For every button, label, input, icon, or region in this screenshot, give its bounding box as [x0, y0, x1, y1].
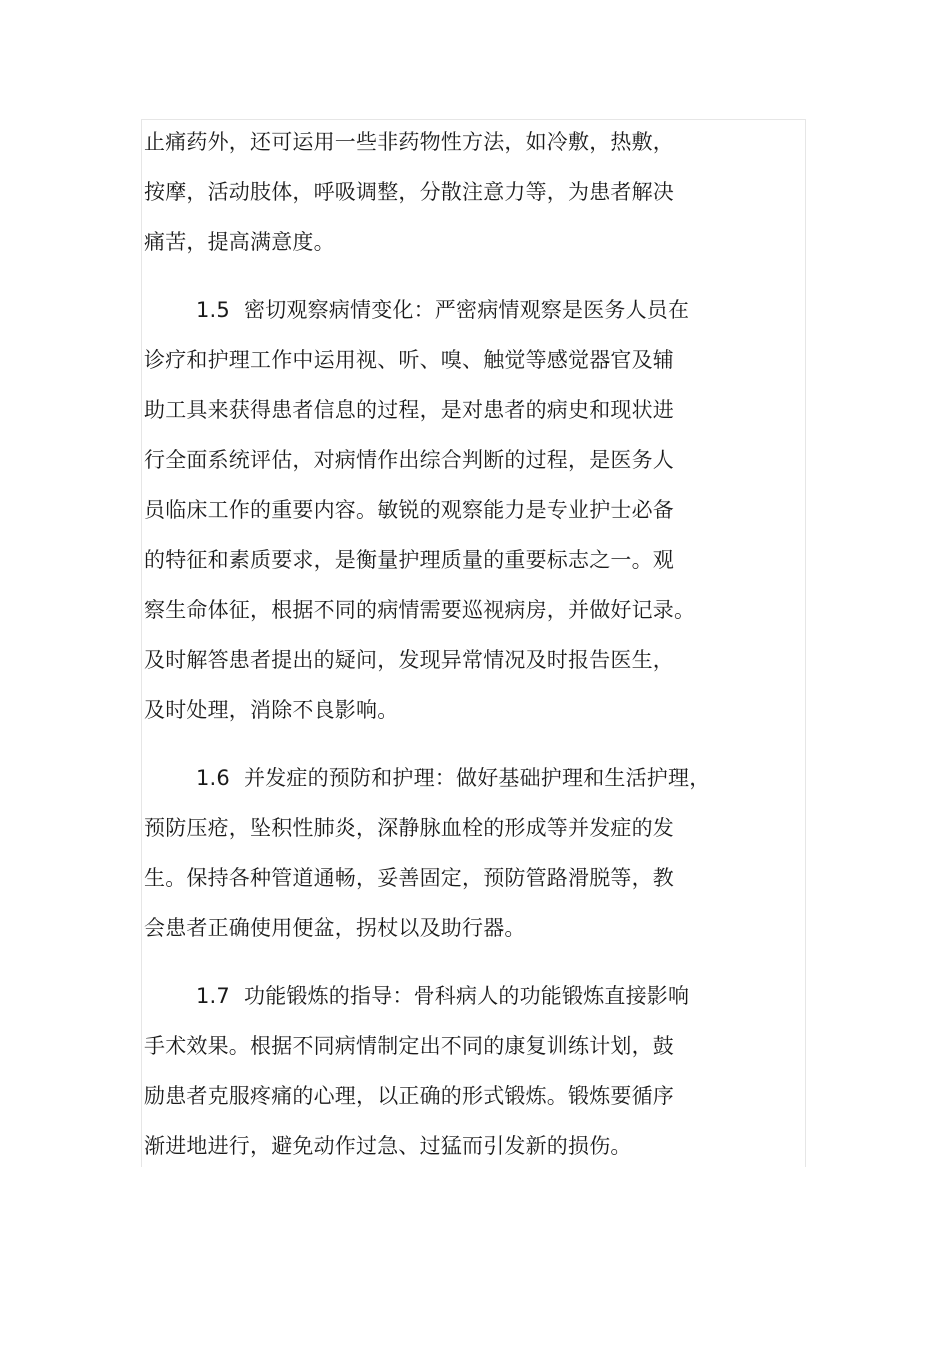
section-number: 1.7 — [196, 984, 230, 1008]
text-line: 生。保持各种管道通畅，妥善固定，预防管路滑脱等，教 — [144, 866, 674, 890]
text-line: 及时解答患者提出的疑问，发现异常情况及时报告医生， — [144, 648, 674, 672]
text-line: 会患者正确使用便盆，拐杖以及助行器。 — [144, 916, 526, 940]
text-line: 手术效果。根据不同病情制定出不同的康复训练计划，鼓 — [144, 1034, 674, 1058]
text-line: 预防压疮，坠积性肺炎，深静脉血栓的形成等并发症的发 — [144, 816, 674, 840]
section-number: 1.6 — [196, 766, 230, 790]
text-line: 的特征和素质要求，是衡量护理质量的重要标志之一。观 — [144, 548, 674, 572]
text-line: 员临床工作的重要内容。敏锐的观察能力是专业护士必备 — [144, 498, 674, 522]
section-heading-line — [196, 296, 689, 324]
text-line: 渐进地进行，避免动作过急、过猛而引发新的损伤。 — [144, 1134, 632, 1158]
text-line: 察生命体征，根据不同的病情需要巡视病房，并做好记录。 — [144, 598, 696, 622]
text-line: 止痛药外，还可运用一些非药物性方法，如冷敷，热敷， — [144, 130, 674, 154]
section-heading-line — [196, 764, 710, 792]
text-line: 按摩，活动肢体，呼吸调整，分散注意力等，为患者解决 — [144, 180, 674, 204]
text-line: 行全面系统评估，对病情作出综合判断的过程，是医务人 — [144, 448, 674, 472]
section-number: 1.5 — [196, 298, 230, 322]
text-line: 励患者克服疼痛的心理，以正确的形式锻炼。锻炼要循序 — [144, 1084, 674, 1108]
text-line: 助工具来获得患者信息的过程，是对患者的病史和现状进 — [144, 398, 674, 422]
section-first-line: 并发症的预防和护理：做好基础护理和生活护理， — [244, 766, 711, 790]
text-line: 痛苦，提高满意度。 — [144, 230, 335, 254]
section-first-line: 功能锻炼的指导：骨科病人的功能锻炼直接影响 — [244, 984, 690, 1008]
text-line: 及时处理，消除不良影响。 — [144, 698, 399, 722]
section-heading-line — [196, 982, 689, 1010]
section-first-line: 密切观察病情变化：严密病情观察是医务人员在 — [244, 298, 690, 322]
text-line: 诊疗和护理工作中运用视、听、嗅、触觉等感觉器官及辅 — [144, 348, 674, 372]
